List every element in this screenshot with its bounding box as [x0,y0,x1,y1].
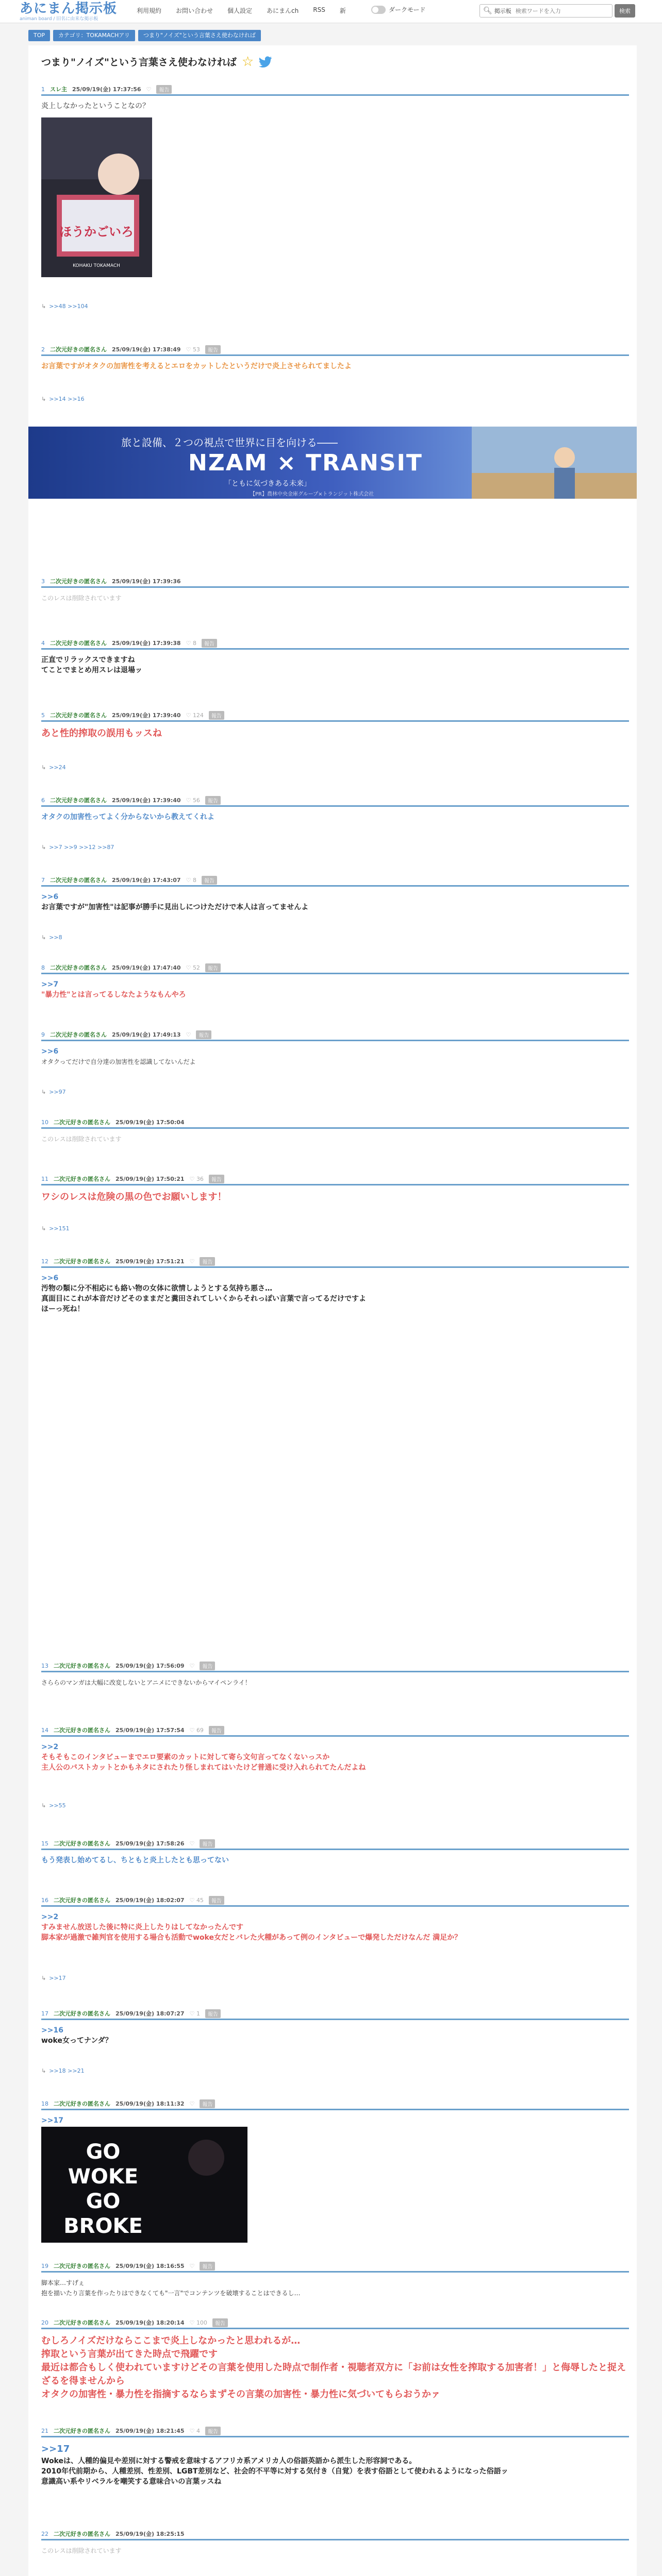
like-count: 100 [196,2319,207,2326]
quote-link[interactable]: >>17 [41,2444,70,2454]
post-date: 25/09/19(金) 17:39:40 [112,712,181,719]
post-header [41,576,629,588]
poster-name: 二次元好きの匿名さん [54,1727,110,1734]
poster-name: 二次元好きの匿名さん [54,2531,110,2537]
post-body [41,1907,629,1943]
post-number[interactable]: 17 [41,2010,48,2017]
report-button[interactable]: 報告 [209,711,224,720]
post-header [41,962,629,974]
reply-icon: ↳ [41,844,46,851]
report-button[interactable]: 報告 [200,2099,215,2108]
reply-links[interactable]: >>48 >>104 [49,303,88,310]
reply-links[interactable]: >>8 [49,934,62,941]
post-number[interactable]: 19 [41,2262,48,2269]
post-body [41,2273,629,2298]
post-19 [41,2261,629,2298]
poster-name: 二次元好きの匿名さん [54,2010,110,2017]
quote-link[interactable]: >>16 [41,2026,63,2035]
reply-links[interactable]: >>18 >>21 [49,2067,85,2074]
top-nav [137,6,346,15]
poster-name: 二次元好きの匿名さん [54,1663,110,1669]
post-text: オタクの加害性ってよく分からないから教えてくれよ [41,813,214,821]
image1-caption: ほうかごいろ [59,225,134,239]
post-date: 25/09/19(金) 18:16:55 [115,2263,185,2269]
post-date: 25/09/19(金) 17:39:36 [112,578,181,585]
post-text: むしろノイズだけならここまで炎上しなかったと思われるが… [41,2335,301,2346]
like-count: 52 [192,964,200,971]
dark-mode-label: ダークモード [389,6,426,13]
post-date: 25/09/19(金) 18:07:27 [115,2010,185,2017]
post-body [41,807,629,822]
post-9 [41,1029,629,1067]
post-number[interactable]: 15 [41,1840,48,1847]
post-date: 25/09/19(金) 17:57:54 [115,1727,185,1734]
post-date: 25/09/19(金) 17:39:38 [112,640,181,647]
post-date: 25/09/19(金) 17:50:21 [115,1176,185,1182]
post-body [41,722,629,740]
post-7 [41,875,629,912]
like-icon[interactable]: ♡ 1 [189,2010,200,2017]
post-number[interactable]: 11 [41,1175,48,1182]
post-body [41,974,629,1000]
post-date: 25/09/19(金) 18:21:45 [115,2428,185,2434]
page-title: つまり"ノイズ"という言葉さえ使わなければ [41,57,237,68]
like-icon[interactable]: ♡ [189,1840,195,1847]
like-icon[interactable]: ♡ 56 [186,796,200,804]
logo-title: あにまん掲示板 [20,1,118,16]
like-count: 69 [196,1726,204,1734]
post-text: お言葉ですが"加害性"は記事が勝手に見出しにつけただけで本人は言ってませんよ [41,903,309,911]
post-16 [41,1895,629,1943]
post-text: ワシのレスは危険の黒の色でお願いします！ [41,1192,227,1202]
poster-name: 二次元好きの匿名さん [54,1897,110,1904]
post-header [41,1029,629,1041]
nav-rss[interactable]: RSS [313,6,325,13]
post-text: すみません放送した後に特に炎上したりはしてなかったんです [41,1923,243,1931]
like-count: 36 [196,1175,204,1182]
post-21 [41,2426,629,2487]
poster-name: 二次元好きの匿名さん [54,1840,110,1847]
post-text: ほーっ死ね！ [41,1305,85,1313]
post-text: 搾取という言葉が出てきた時点で飛躍です [41,2349,218,2360]
post-date: 25/09/19(金) 17:58:26 [115,1840,185,1847]
reply-links[interactable]: >>7 >>9 >>12 >>87 [49,844,114,851]
post-text: 脚本家が過激で雑判官を使用する場合も活動でwoke女だとバレた火種があって例のインタビューで爆発しただけなんだ 満足か？ [41,1934,462,1942]
reply-icon: ↳ [41,934,46,941]
post-4 [41,638,629,675]
like-icon[interactable]: ♡ [189,2262,195,2269]
post-header [41,638,629,650]
post-number[interactable]: 16 [41,1896,48,1904]
like-count: 1 [196,2010,200,2017]
breadcrumb-category[interactable]: カテゴリ：TOKAMACHアリ [53,30,135,41]
post-date: 25/09/19(金) 17:49:13 [112,1031,181,1038]
breadcrumb-thread[interactable]: つまり"ノイズ"という言葉さえ使わなければ [138,30,261,41]
post-header [41,2426,629,2437]
post-body [41,887,629,912]
post-7-replies [41,934,62,941]
site-header [0,0,662,23]
post-number[interactable]: 6 [41,796,45,804]
site-logo[interactable] [20,1,117,22]
like-count: 124 [192,711,204,719]
like-icon[interactable]: ♡ 8 [186,876,196,884]
report-button[interactable]: 報告 [205,796,221,805]
search-icon: 🔍︎ [483,7,492,15]
reply-icon: ↳ [41,303,46,310]
post-body [41,2329,629,2401]
post-body [41,1850,629,1866]
ad-banner[interactable] [28,427,637,499]
post-header [41,2529,629,2540]
search-box [479,4,613,18]
post-text: さららのマンガは大幅に改変しないとアニメにできないからマイペンライ！ [41,1679,251,1686]
post-number[interactable]: 13 [41,1662,48,1669]
post-number[interactable]: 10 [41,1118,48,1126]
search-button[interactable]: 検索 [615,4,635,18]
post-image-2[interactable] [41,2127,247,2243]
report-button[interactable]: 報告 [205,2427,221,2435]
like-icon[interactable]: ♡ [146,86,152,93]
post-text: オタクの加害性・暴力性を指摘するならまずその言葉の加害性・暴力性に気づいてもらおうかァ [41,2389,440,2400]
post-13 [41,1660,629,1688]
reply-links[interactable]: >>24 [49,764,66,771]
reply-icon: ↳ [41,764,46,771]
post-header [41,1174,629,1185]
breadcrumb [28,30,261,41]
post-body [41,96,629,111]
post-header [41,344,629,356]
post-image-1[interactable] [41,117,152,277]
poster-name: 二次元好きの匿名さん [54,2263,110,2269]
reply-icon: ↳ [41,396,46,402]
post-date: 25/09/19(金) 17:43:07 [112,877,181,884]
like-icon[interactable]: ♡ 53 [186,346,200,353]
deleted-notice: このレスは削除されています [41,1136,122,1143]
post-5-replies [41,764,66,771]
quote-link[interactable]: >>2 [41,1743,59,1751]
reply-icon: ↳ [41,1089,46,1095]
poster-name: 二次元好きの匿名さん [50,712,107,719]
post-text: そもそもこのインタビューまでエロ要素のカットに対して寄ら文句言ってなくないっスか [41,1753,330,1761]
post-14 [41,1725,629,1773]
post-header [41,1117,629,1129]
image2-text: GO [86,2190,121,2213]
post-body [41,588,629,603]
like-count: 8 [192,639,196,647]
ad-tagline: 「ともに気づきある未来」 [224,480,311,488]
post-15 [41,1838,629,1866]
poster-name: 二次元好きの匿名さん [54,1258,110,1265]
post-number[interactable]: 9 [41,1031,45,1038]
post-header [41,795,629,807]
post-17 [41,2008,629,2046]
post-1-replies [41,303,88,310]
post-text: てことでまとめ用スレは退場ッ [41,666,142,674]
post-12 [41,1256,629,1314]
report-button[interactable]: 報告 [212,2318,228,2327]
like-count: 53 [192,346,200,353]
poster-name: 二次元好きの匿名さん [54,2428,110,2434]
post-number[interactable]: 4 [41,639,45,647]
like-icon[interactable]: ♡ 8 [186,639,196,647]
post-body [41,2020,629,2046]
post-11-replies [41,1225,70,1232]
poster-name: 二次元好きの匿名さん [54,1176,110,1182]
post-6 [41,795,629,822]
like-icon[interactable]: ♡ 36 [189,1175,204,1182]
image2-text: BROKE [63,2214,143,2238]
post-text: woke女ってナンダ？ [41,2037,112,2045]
report-button[interactable]: 報告 [209,1896,224,1905]
post-text: 汚物の類に分不相応にも絡い物の女体に欲情しようとする気持ち悪さ… [41,1284,272,1293]
post-date: 25/09/19(金) 17:56:09 [115,1663,185,1669]
post-body [41,1129,629,1144]
post-text: 正直でリラックスできますね [41,656,135,664]
post-10 [41,1117,629,1144]
post-date: 25/09/19(金) 17:51:21 [115,1258,185,1265]
reply-icon: ↳ [41,1225,46,1232]
post-header [41,710,629,722]
post-body [41,1041,629,1067]
post-number[interactable]: 3 [41,578,45,585]
post-body [41,650,629,675]
like-icon[interactable]: ♡ 124 [186,711,204,719]
search-input[interactable] [515,7,594,15]
quote-link[interactable]: >>2 [41,1913,59,1921]
like-icon[interactable]: ♡ [189,1258,195,1265]
post-1 [41,84,629,111]
post-text: あと性的搾取の誤用もッスね [41,728,162,739]
post-18 [41,2098,629,2126]
like-count: 8 [192,876,196,884]
report-button[interactable]: 報告 [205,2009,221,2018]
like-count: 4 [196,2427,200,2434]
post-text: 真面目にこれが本音だけどそのままだと糞田されてしいくからそれっぽい言葉で言ってるだけですよ [41,1295,366,1303]
ad-photo [472,427,637,499]
post-body [41,356,629,371]
post-header [41,1725,629,1737]
post-date: 25/09/19(金) 18:11:32 [115,2100,185,2107]
post-date: 25/09/19(金) 17:38:49 [112,346,181,353]
nav-settings[interactable]: 個人設定 [227,7,253,14]
report-button[interactable]: 報告 [202,876,217,885]
favorite-star-icon[interactable]: ☆ [241,54,254,70]
deleted-notice: このレスは削除されています [41,595,122,602]
like-icon[interactable]: ♡ 45 [189,1896,204,1904]
post-header [41,1895,629,1907]
like-icon[interactable]: ♡ 4 [189,2427,200,2434]
post-6-replies [41,844,114,851]
reply-icon: ↳ [41,1802,46,1809]
post-2 [41,344,629,371]
toggle-knob [372,7,378,13]
post-11 [41,1174,629,1204]
quote-link[interactable]: >>7 [41,980,59,989]
post-body [41,2540,629,2556]
reply-links[interactable]: >>14 >>16 [49,396,85,402]
report-button[interactable]: 報告 [205,963,221,972]
nav-new[interactable]: 新 [339,7,346,14]
post-date: 25/09/19(金) 17:50:04 [115,1119,185,1126]
ad-sponsor: 【PR】農林中央金庫グループ×トランジット株式会社 [250,492,374,497]
post-text: オタクってだけで自分達の加害性を認識してないんだよ [41,1058,196,1065]
reply-links[interactable]: >>55 [49,1802,66,1809]
poster-name: 二次元好きの匿名さん [50,578,107,585]
like-count: 45 [196,1896,204,1904]
reply-links[interactable]: >>97 [49,1089,66,1095]
poster-name: 二次元好きの匿名さん [50,877,107,884]
like-icon[interactable]: ♡ 69 [189,1726,204,1734]
post-number[interactable]: 2 [41,346,45,353]
post-date: 25/09/19(金) 18:25:15 [115,2531,185,2537]
logo-subtitle: animan board / 旧名に由来な掲示板 [20,16,98,22]
quote-link[interactable]: >>6 [41,893,59,901]
post-header [41,1256,629,1268]
post-number[interactable]: 14 [41,1726,48,1734]
deleted-notice: このレスは削除されています [41,2547,122,2554]
post-date: 25/09/19(金) 17:37:56 [72,86,141,93]
post-number[interactable]: 21 [41,2427,48,2434]
post-body [41,1672,629,1688]
image2-text: WOKE [68,2165,139,2189]
post-body [41,1737,629,1773]
quote-link[interactable]: >>6 [41,1274,59,1282]
post-22 [41,2529,629,2556]
post-text: 主人公のバストカットとかもネタにされたり怪しまれてはいたけど普通に受け入れられてたんだよね [41,1764,366,1772]
poster-name: 二次元好きの匿名さん [50,640,107,647]
like-icon[interactable]: ♡ 100 [189,2319,207,2326]
post-header [41,1838,629,1850]
post-date: 25/09/19(金) 17:39:40 [112,797,181,804]
ad-headline: 旅と設備、２つの視点で世界に目を向ける―― [121,436,338,449]
post-14-replies [41,1802,66,1809]
nav-contact[interactable]: お問い合わせ [176,7,213,14]
report-button[interactable]: 報告 [196,1030,211,1039]
post-text: 脚本家…すげぇ [41,2279,85,2286]
post-date: 25/09/19(金) 17:47:40 [112,964,181,971]
like-count: 56 [192,796,200,804]
poster-name: 二次元好きの匿名さん [50,964,107,971]
image2-text: GO [86,2140,121,2164]
poster-name: 二次元好きの匿名さん [54,1119,110,1126]
report-button[interactable]: 報告 [200,1662,215,1670]
post-number[interactable]: 7 [41,876,45,884]
post-2-replies [41,396,85,402]
post-text: "暴力性"とは言ってるしなたようなもんやろ [41,991,186,999]
post-number[interactable]: 12 [41,1258,48,1265]
post-8 [41,962,629,1000]
post-header [41,2261,629,2273]
post-text: お言葉ですがオタクの加害性を考えるとエロをカットしたというだけで炎上させられてましたよ [41,362,352,370]
post-header [41,875,629,887]
like-icon[interactable]: ♡ 52 [186,964,200,971]
report-button[interactable]: 報告 [200,1257,215,1266]
post-text: 炎上しなかったということなの？ [41,102,150,110]
thread-panel [28,45,637,2576]
post-text: 2010年代前期から、人種差別、性差別、LGBT差別など、社会的不平等に対する気付き（自覚）を表す俗語として使われるようになった俗語ッ [41,2467,508,2476]
post-header [41,2098,629,2110]
post-body [41,1268,629,1314]
ad-brand: NZAM × TRANSIT [188,450,423,476]
reply-icon: ↳ [41,2067,46,2074]
post-body [41,2437,629,2487]
nav-terms[interactable]: 利用規約 [137,7,162,14]
search-area [479,4,635,18]
dark-mode-toggle[interactable] [371,5,426,14]
post-date: 25/09/19(金) 18:20:14 [115,2319,185,2326]
post-number[interactable]: 1 [41,86,45,93]
reply-links[interactable]: >>17 [49,1975,66,1981]
poster-name: 二次元好きの匿名さん [54,2100,110,2107]
image1-subcaption: KOHAKU TOKAMACH [73,263,120,268]
post-number[interactable]: 5 [41,711,45,719]
quote-link[interactable]: >>6 [41,1047,59,1056]
post-9-replies [41,1089,66,1095]
post-date: 25/09/19(金) 18:02:07 [115,1897,185,1904]
post-text: 最近は都合もしく使われていますけどその言葉を使用した時点で制作者・視聴者双方に「お前は女性を搾取する加害者！」と侮辱したと捉えざるを得ませんから [41,2362,626,2386]
post-header [41,1660,629,1672]
poster-name: 二次元好きの匿名さん [54,2319,110,2326]
post-number[interactable]: 18 [41,2100,48,2107]
post-number[interactable]: 8 [41,964,45,971]
post-20 [41,2317,629,2401]
post-17-replies [41,2067,85,2074]
like-icon[interactable]: ♡ [189,2100,195,2107]
post-16-replies [41,1975,66,1981]
breadcrumb-top[interactable]: TOP [28,30,50,41]
thread-title-row [41,55,272,69]
report-button[interactable]: 報告 [209,1175,224,1183]
post-header [41,2317,629,2329]
poster-name: 二次元好きの匿名さん [50,797,107,804]
post-body [41,1185,629,1204]
like-icon[interactable]: ♡ [186,1031,191,1038]
report-button[interactable]: 報告 [200,1839,215,1848]
post-5 [41,710,629,740]
post-text: 抱を描いたり言葉を作ったりはできなくても"一言"でコンテンツを破壊することはできるし… [41,2290,301,2297]
poster-name: 二次元好きの匿名さん [50,346,107,353]
report-button[interactable]: 報告 [156,85,172,94]
poster-name: スレ主 [50,86,67,93]
quote-link[interactable]: >>17 [41,2116,63,2125]
reply-icon: ↳ [41,1975,46,1981]
report-button[interactable]: 報告 [205,345,221,354]
post-text: 意識高い系やリベラルを嘲笑する意味合いの言葉ッスね [41,2478,222,2486]
post-number[interactable]: 20 [41,2319,48,2326]
post-header [41,84,629,96]
twitter-share-icon[interactable] [259,56,272,67]
post-text: Wokeは、人種的偏見や差別に対する警戒を意味するアフリカ系アメリカ人の俗語英語から派生した形容詞である。 [41,2457,417,2465]
toggle-track[interactable] [371,6,386,14]
reply-links[interactable]: >>151 [49,1225,70,1232]
post-body [41,2110,629,2126]
post-number[interactable]: 22 [41,2530,48,2537]
post-header [41,2008,629,2020]
like-icon[interactable]: ♡ [189,1662,195,1669]
poster-name: 二次元好きの匿名さん [50,1031,107,1038]
report-button[interactable]: 報告 [200,2262,215,2270]
report-button[interactable]: 報告 [202,639,217,648]
nav-animanch[interactable]: あにまんch [267,7,299,14]
post-text: もう発表し始めてるし、ちともと炎上したとも思ってない [41,1856,229,1865]
post-3 [41,576,629,603]
report-button[interactable]: 報告 [209,1726,224,1735]
search-category[interactable]: 掲示板 [494,8,511,14]
